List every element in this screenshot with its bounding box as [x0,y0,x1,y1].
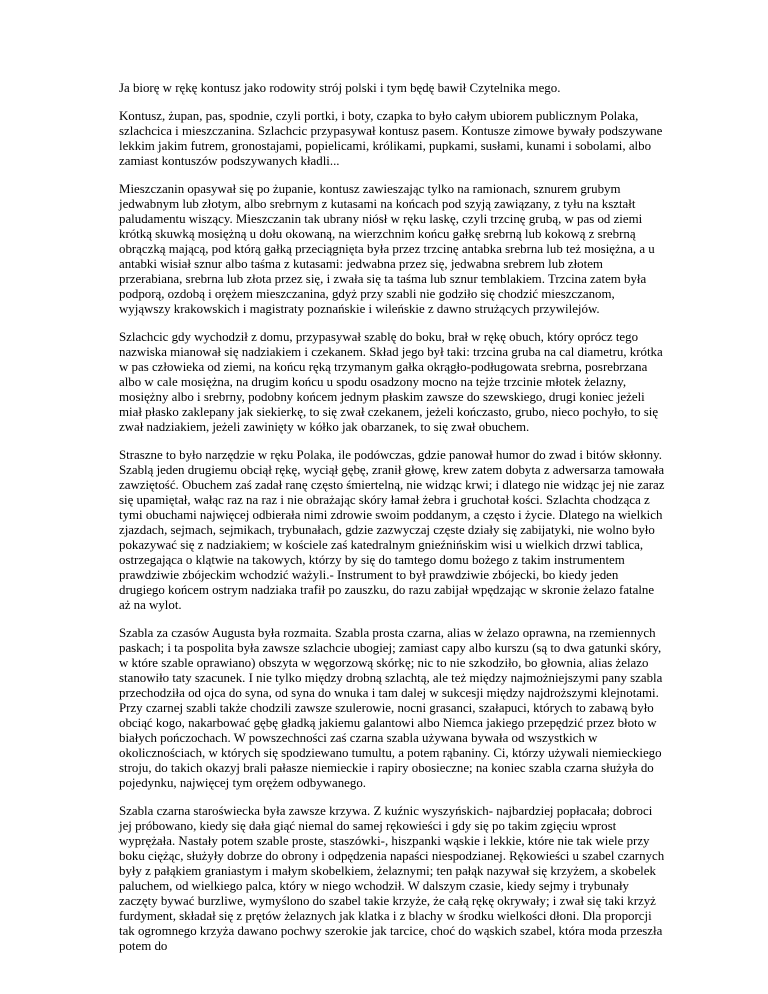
paragraph-saber-augustus: Szabla za czasów Augusta była rozmaita. Szabla prosta czarna, alias w żelazo oprawna, na rzemiennych paskach; i ta pospolita była zawsze szlachcie ubogiej; zamiast capy albo kurszu (są to dwa gatunki skóry, w które szable oprawiano) obszyta w węgorzową skórkę; nic to nie szkodziło, bo głownia, alias żelazo stanowiło taty szacunek. I nie tylko między drobną szlachtą, ale też między najmożniejszymi pany szabla przechodziła od ojca do syna, od syna do wnuka i tam dalej w sukcesji między najdroższymi klejnotami. Przy czarnej szabli także chodzili zawsze szulerowie, nocni grasanci, szałapuci, których to zabawą było obciąć kogo, nakarbować gębę gładką jakiemu galantowi albo Niemca jakiego przepędzić przez błoto w białych pończochach. W powszechności zaś czarna szabla używana bywała od wszystkich w okolicznościach, w których się spodziewano tumultu, a potem rąbaniny. Ci, którzy używali niemieckiego stroju, do takich okazyj brali pałasze niemieckie i rapiry obosieczne; na koniec szabla czarna służyła do pojedynku, najwięcej tym orężem odbywanego. [119,626,663,790]
text-column [119,81,667,967]
paragraph-dangerous-tool: Straszne to było narzędzie w ręku Polaka, ile podówczas, gdzie panował humor do zwad i bitów skłonny. Szablą jeden drugiemu obciął rękę, wyciął gębę, zranił głowę, krew zatem dobyta z adwersarza tamowała zawziętość. Obuchem zaś zadał ranę często śmiertelną, nie widząc krwi; i dlatego nie widząc jej nie zaraz się upamiętał, wałąc raz na raz i nie obrażając skóry łamał żebra i gruchotał kości. Szlachta chodząca z tymi obuchami najwięcej odbierała nimi zdrowie swoim poddanym, a często i życie. Dlatego na wielkich zjazdach, sejmach, sejmikach, trybunałach, gdzie zazwyczaj częste działy się zabijatyki, nie wolno było pokazywać się z nadziakiem; w kościele zaś katedralnym gnieźnińskim wisi u wielkich drzwi tablica, ostrzegająca o klątwie na takowych, którzy by się do tamtego domu bożego z takim instrumentem prawdziwie zbójeckim wchodzić ważyli.- Instrument to był prawdziwie zbójecki, bo kiedy jeden drugiego końcem ostrym nadziaka trafił po zauszku, do razu zabijał wpędzając w skronie żelazo fatalne aż na wylot. [119,448,665,612]
paragraph-intro: Ja biorę w rękę kontusz jako rodowity strój polski i tym będę bawił Czytelnika mego. [119,81,561,95]
paragraph-black-saber: Szabla czarna staroświecka była zawsze krzywa. Z kuźnic wyszyńskich- najbardziej popłacała; dobroci jej próbowano, kiedy się dała giąć niemal do samej rękowieści i gdy się po takim zgięciu wprost wyprężała. Nastały potem szable proste, staszówki-, hiszpanki wąskie i lekkie, które nie tak wiele przy boku ciężąc, służyły dobrze do obrony i odpędzenia napaści niespodzianej. Rękowieści u szabel czarnych były z pałąkiem graniastym i małym skobelkiem, żelaznymi; ten pałąk nazywał się krzyżem, a skobelek paluchem, od wielkiego palca, który w niego wchodził. W dalszym czasie, kiedy sejmy i trybunały zaczęty bywać burzliwe, wymyślono do szabel takie krzyże, że całą rękę okrywały; i zwał się taki krzyż furdyment, składał się z prętów żelaznych jak klatka i z blachy w środku wielkości dłoni. Dla proporcji tak ogromnego krzyża dawano pochwy szerokie jak tarcice, choć do wąskich szabel, która moda przeszła potem do [119,804,665,953]
paragraph-townsman: Mieszczanin opasywał się po żupanie, kontusz zawieszając tylko na ramionach, sznurem grubym jedwabnym lub złotym, albo srebrnym z kutasami na końcach pod szyją zawiązany, z tyłu na kształt paludamentu wiszący. Mieszczanin tak ubrany niósł w ręku laskę, czyli trzcinę grubą, w pas od ziemi krótką skuwką mosiężną u dołu okowaną, na wierzchnim końcu gałkę srebrną lub kokową z srebrną obrączką mającą, pod którą gałką przeciągnięta była przez trzcinę antabka srebrna lub też mosiężna, a u antabki wisiał sznur albo taśma z kutasami: jedwabna przez się, jedwabna srebrem lub złotem przerabiana, srebrna lub złota przez się, i zwała się ta taśma lub sznur temblakiem. Trzcina zatem była podporą, ozdobą i orężem mieszczanina, gdyż przy szabli nie godziło się chodzić mieszczanom, wyjąwszy krakowskich i magistraty poznańskie i wileńskie z dawno strużących przywilejów. [119,182,655,316]
paragraph-nobleman-obuch: Szlachcic gdy wychodził z domu, przypasywał szablę do boku, brał w rękę obuch, który oprócz tego nazwiska mianował się nadziakiem i czekanem. Skład jego był taki: trzcina gruba na cal diametru, krótka w pas człowieka od ziemi, na końcu ręką trzymanym gałka okrągło-podługowata srebrna, posrebrzana albo w cale mosiężna, na drugim końcu u spodu osadzony mocno na tejże trzcinie młotek żelazny, mosiężny albo i srebrny, podobny końcem jednym płaskim zawsze do szewskiego, drugi koniec jeżeli miał płasko zaklepany jak siekierkę, to się zwał czekanem, jeżeli kończasto, grubo, nieco pochyło, to się zwał nadziakiem, jeżeli zawinięty w kółko jak obarzanek, to się zwał obuchem. [119,330,663,434]
paragraph-kontusz-attire: Kontusz, żupan, pas, spodnie, czyli portki, i boty, czapka to było całym ubiorem publicznym Polaka, szlachcica i mieszczanina. Szlachcic przypasywał kontusz pasem. Kontusze zimowe bywały podszywane lekkim jakim futrem, gronostajami, popielicami, królikami, pupkami, susłami, kunami i sobolami, albo zamiast kontuszów podszywanych kładli... [119,109,663,168]
